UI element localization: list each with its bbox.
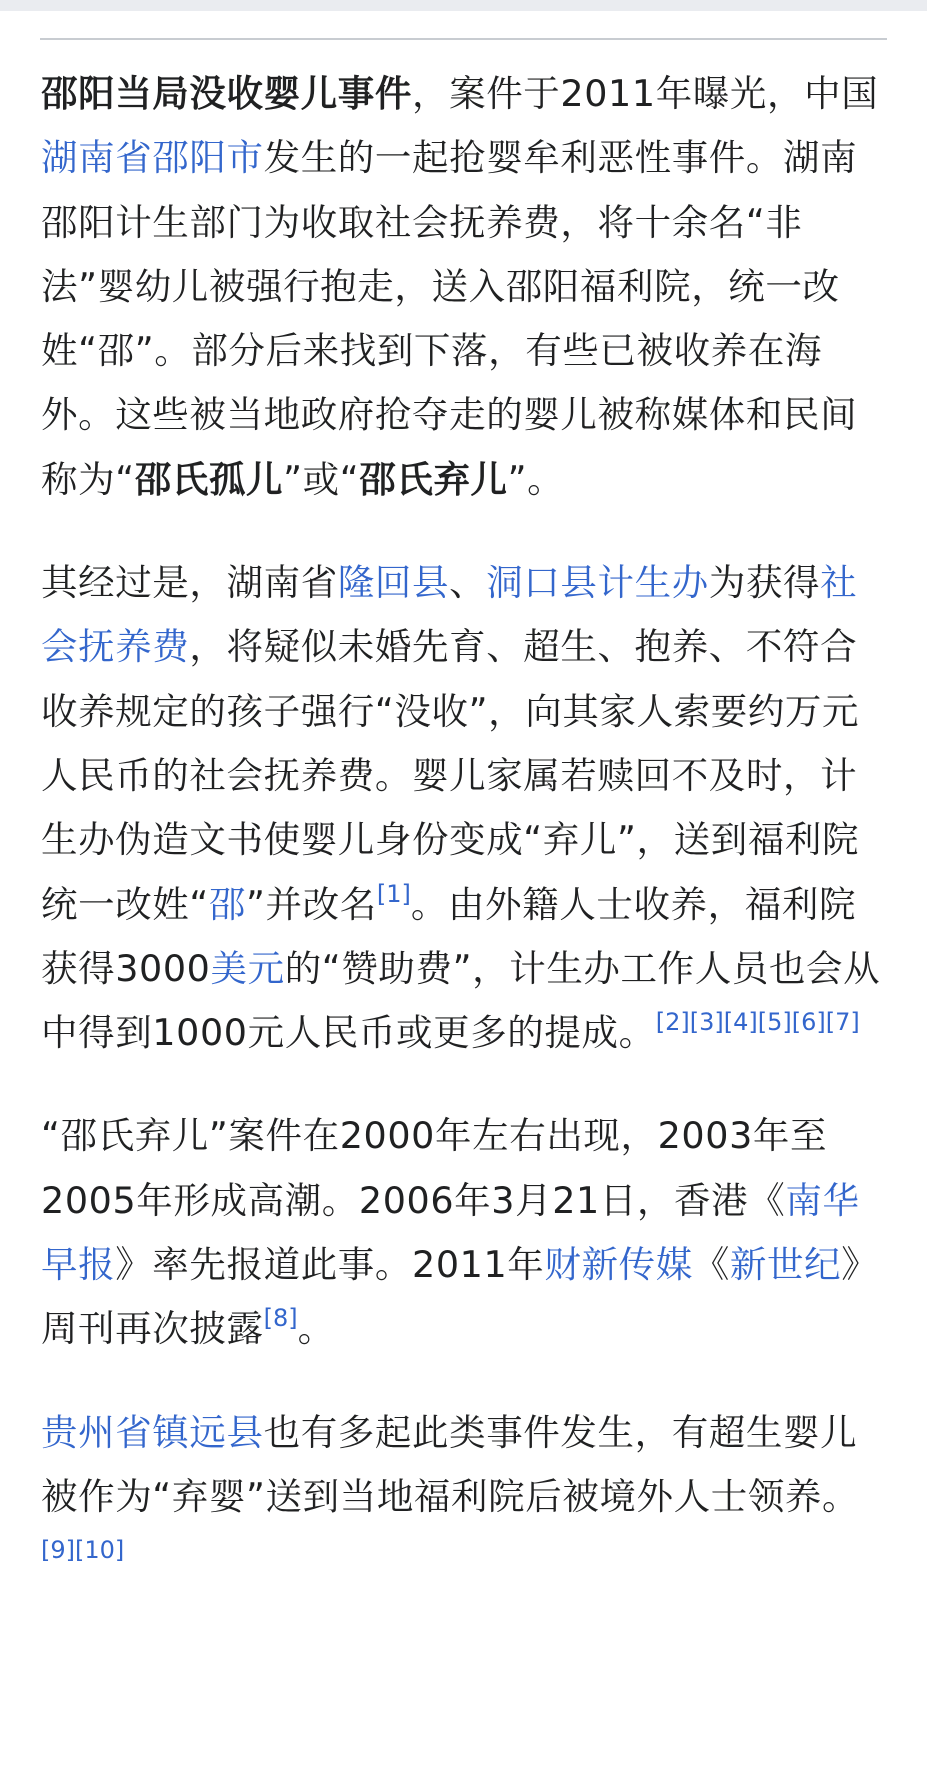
text-run: 》周刊再次披露: [41, 1243, 879, 1351]
reference-link-10[interactable]: [10]: [75, 1536, 125, 1565]
reference-link-9[interactable]: [9]: [41, 1536, 75, 1565]
bold-shao-orphans: 邵氏孤儿: [134, 457, 284, 501]
link-guizhou-zhenyuan-county[interactable]: 贵州省镇远县: [41, 1410, 264, 1454]
paragraph-intro: [41, 62, 891, 512]
text-run: ，案件于2011年曝光，中国: [412, 72, 879, 115]
paragraph-zhenyuan: [41, 1401, 891, 1594]
link-us-dollar[interactable]: 美元: [210, 946, 285, 990]
text-run: “邵氏弃儿”案件在2000年左右出现，2003年至2005年形成高潮。2006年3月21日，香港《: [41, 1114, 828, 1222]
link-social-maintenance-fee[interactable]: 社会抚养费: [41, 561, 858, 669]
article-body: [41, 62, 891, 1594]
paragraph-process: [41, 551, 891, 1065]
bold-lead-title: 邵阳当局没收婴儿事件: [41, 72, 412, 115]
reference-link-8[interactable]: [8]: [263, 1304, 298, 1333]
text-run: 《: [692, 1243, 730, 1287]
top-band: [0, 0, 927, 11]
link-shao-surname[interactable]: 邵: [208, 882, 247, 926]
link-longhui-county[interactable]: 隆回县: [337, 561, 450, 605]
text-run: 》率先报道此事。2011年: [115, 1243, 545, 1287]
reference-link-1[interactable]: [1]: [376, 879, 411, 908]
reference-link-4[interactable]: [4]: [723, 1008, 758, 1037]
text-run: 发生的一起抢婴牟利恶性事件。湖南邵阳计生部门为收取社会抚养费，将十余名“非法”婴幼儿被强行抱走，送入邵阳福利院，统一改姓“邵”。部分后来找到下落，有些已被收养在海外。这些被当地政府抢夺走的婴儿被称媒体和民间称为“: [41, 136, 858, 501]
text-run: 。: [297, 1307, 335, 1351]
text-run: ”并改名: [246, 882, 377, 926]
reference-link-6[interactable]: [6]: [791, 1008, 826, 1037]
link-dongkou-family-planning[interactable]: 洞口县计生办: [486, 561, 709, 605]
bold-shao-abandoned: 邵氏弃儿: [359, 457, 508, 501]
reference-marker: [264, 1304, 298, 1332]
reference-link-5[interactable]: [5]: [757, 1008, 792, 1037]
reference-link-7[interactable]: [7]: [825, 1008, 860, 1037]
section-divider: [40, 38, 887, 40]
text-run: 、: [449, 561, 487, 605]
text-run: ”或“: [283, 457, 360, 501]
paragraph-timeline: [41, 1104, 891, 1361]
reference-markers: [41, 1536, 124, 1564]
link-new-century-weekly[interactable]: 新世纪: [729, 1243, 842, 1287]
link-hunan-shaoyang[interactable]: 湖南省邵阳市: [41, 136, 264, 180]
reference-markers: [656, 1008, 860, 1036]
text-run: 为获得: [708, 561, 821, 605]
link-caixin-media[interactable]: 财新传媒: [544, 1243, 693, 1287]
reference-link-3[interactable]: [3]: [689, 1008, 724, 1037]
link-south-china-morning-post[interactable]: 南华早报: [41, 1178, 860, 1287]
reference-link-2[interactable]: [2]: [655, 1008, 690, 1037]
text-run: 。由外籍人士收养，福利院获得3000: [41, 882, 857, 990]
text-run: ，将疑似未婚先育、超生、抱养、不符合收养规定的孩子强行“没收”，向其家人索要约万元人民币的社会抚养费。婴儿家属若赎回不及时，计生办伪造文书使婴儿身份变成“弃儿”，送到福利院统一改姓“: [41, 625, 860, 926]
text-run: ”。: [507, 457, 565, 501]
text-run: 的“赞助费”，计生办工作人员也会从中得到1000元人民币或更多的提成。: [41, 946, 881, 1055]
text-run: 也有多起此类事件发生，有超生婴儿被作为“弃婴”送到当地福利院后被境外人士领养。: [41, 1410, 860, 1518]
reference-marker: [377, 880, 411, 908]
text-run: 其经过是，湖南省: [41, 561, 338, 605]
